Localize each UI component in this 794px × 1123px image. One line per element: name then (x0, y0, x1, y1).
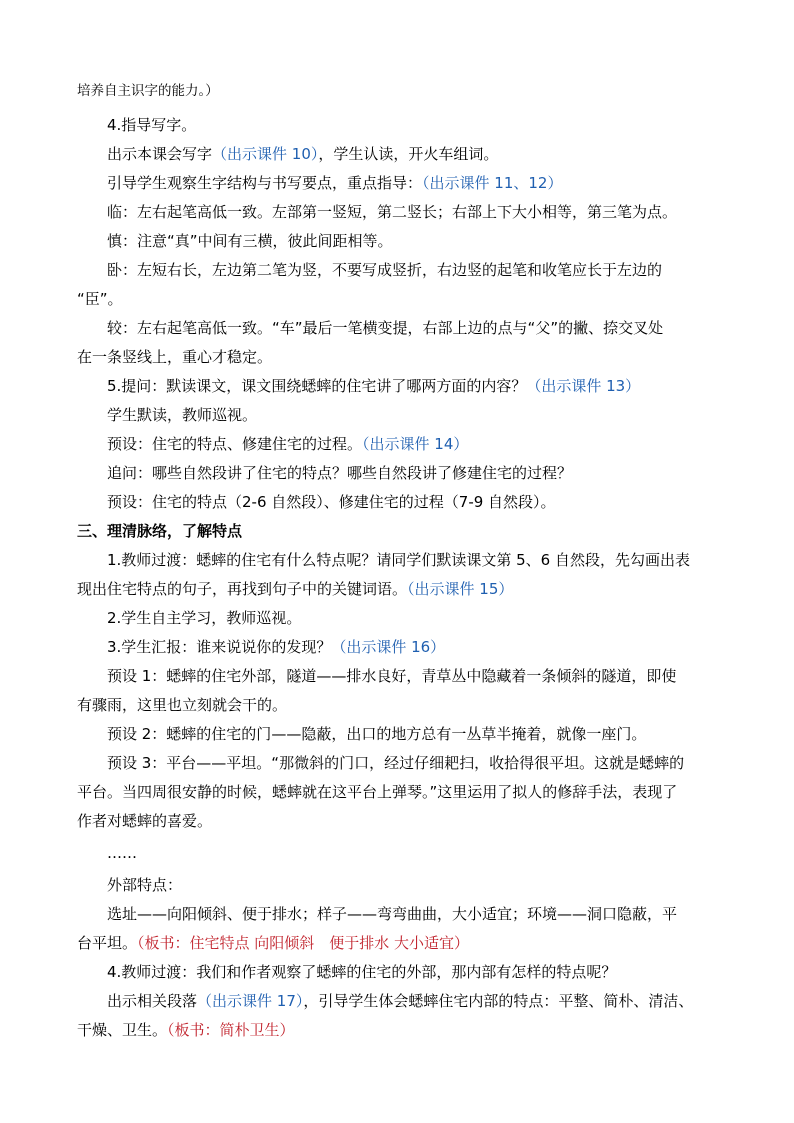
courseware-ref: （出示课件 10） (212, 145, 319, 163)
paragraph-line: 平台。当四周很安静的时候，蟋蟀就在这平台上弹琴。”这里运用了拟人的修辞手法，表现了 (77, 783, 678, 801)
paragraph-line: 作者对蟋蟀的喜爱。 (77, 812, 213, 830)
paragraph-line (77, 1019, 727, 1041)
paragraph-line: 外部特点： (107, 876, 183, 894)
ellipsis: …… (107, 844, 137, 862)
section-heading: 三、理清脉络，了解特点 (77, 522, 243, 540)
paragraph-line: 预设：住宅的特点（2-6 自然段）、修建住宅的过程（7-9 自然段）。 (107, 493, 556, 511)
courseware-ref: （出示课件 13） (526, 377, 641, 395)
line-text: 出示本课会写字 (107, 145, 213, 163)
paragraph-line (107, 636, 757, 658)
courseware-ref: （出示课件 16） (331, 638, 446, 656)
line-text: 5.提问：默读课文，课文围绕蟋蟀的住宅讲了哪两方面的内容？ (107, 377, 527, 395)
paragraph-line: 较：左右起笔高低一致。“车”最后一笔横变提，右部上边的点与“父”的撇、捺交叉处 (107, 319, 664, 337)
line-text: 引导学生观察生字结构与书写要点，重点指导： (107, 174, 423, 192)
paragraph-line: 学生默读，教师巡视。 (107, 406, 258, 424)
paragraph-line (107, 143, 757, 165)
line-text: 出示相关段落 (107, 992, 198, 1010)
paragraph-line: “臣”。 (77, 290, 123, 308)
paragraph-line: 预设 1：蟋蟀的住宅外部，隧道——排水良好，青草丛中隐藏着一条倾斜的隧道，即使 (107, 667, 677, 685)
paragraph-line: 培养自主识字的能力。） (77, 83, 219, 99)
board-note: （板书：简朴卫生） (167, 1021, 295, 1039)
board-note: （板书：住宅特点 向阳倾斜 便于排水 大小适宜） (137, 934, 470, 952)
section-4-heading: 4.指导写字。 (107, 116, 197, 134)
line-text: 台平坦。 (77, 934, 138, 952)
paragraph-line: 慎：注意“真”中间有三横，彼此间距相等。 (107, 232, 393, 250)
courseware-ref: （出示课件 11、12） (422, 174, 563, 192)
line-text: ，引导学生体会蟋蟀住宅内部的特点：平整、简朴、清洁、 (303, 992, 694, 1010)
paragraph-line (107, 375, 757, 397)
paragraph-line: 选址——向阳倾斜、便于排水；样子——弯弯曲曲，大小适宜；环境——洞口隐蔽，平 (107, 905, 678, 923)
line-text: 干燥、卫生。 (77, 1021, 168, 1039)
line-text: 预设：住宅的特点、修建住宅的过程。 (107, 435, 363, 453)
paragraph-line: 1.教师过渡：蟋蟀的住宅有什么特点呢？请同学们默读课文第 5、6 自然段，先勾画出表 (107, 551, 690, 569)
paragraph-line: 4.教师过渡：我们和作者观察了蟋蟀的住宅的外部，那内部有怎样的特点呢？ (107, 963, 617, 981)
paragraph-line: 追问：哪些自然段讲了住宅的特点？哪些自然段讲了修建住宅的过程？ (107, 464, 573, 482)
line-text: 3.学生汇报：谁来说说你的发现？ (107, 638, 332, 656)
paragraph-line (107, 172, 757, 194)
paragraph-line (77, 932, 727, 954)
paragraph-line: 在一条竖线上，重心才稳定。 (77, 348, 273, 366)
paragraph-line (107, 433, 757, 455)
paragraph-line: 2.学生自主学习，教师巡视。 (107, 609, 302, 627)
line-text: 现出住宅特点的句子，再找到句子中的关键词语。 (77, 580, 408, 598)
courseware-ref: （出示课件 14） (362, 435, 469, 453)
paragraph-line (77, 578, 727, 600)
paragraph-line: 预设 2：蟋蟀的住宅的门——隐蔽，出口的地方总有一丛草半掩着，就像一座门。 (107, 725, 647, 743)
courseware-ref: （出示课件 15） (407, 580, 514, 598)
paragraph-line: 卧：左短右长，左边第二笔为竖，不要写成竖折，右边竖的起笔和收笔应长于左边的 (107, 261, 663, 279)
courseware-ref: （出示课件 17） (197, 992, 304, 1010)
line-text: ，学生认读，开火车组词。 (318, 145, 499, 163)
paragraph-line: 预设 3：平台——平坦。“那微斜的门口，经过仔细耙扫，收拾得很平坦。这就是蟋蟀的 (107, 754, 685, 772)
paragraph-line (107, 990, 757, 1012)
paragraph-line: 有骤雨，这里也立刻就会干的。 (77, 696, 288, 714)
paragraph-line: 临：左右起笔高低一致。左部第一竖短，第二竖长；右部上下大小相等，第三笔为点。 (107, 203, 678, 221)
